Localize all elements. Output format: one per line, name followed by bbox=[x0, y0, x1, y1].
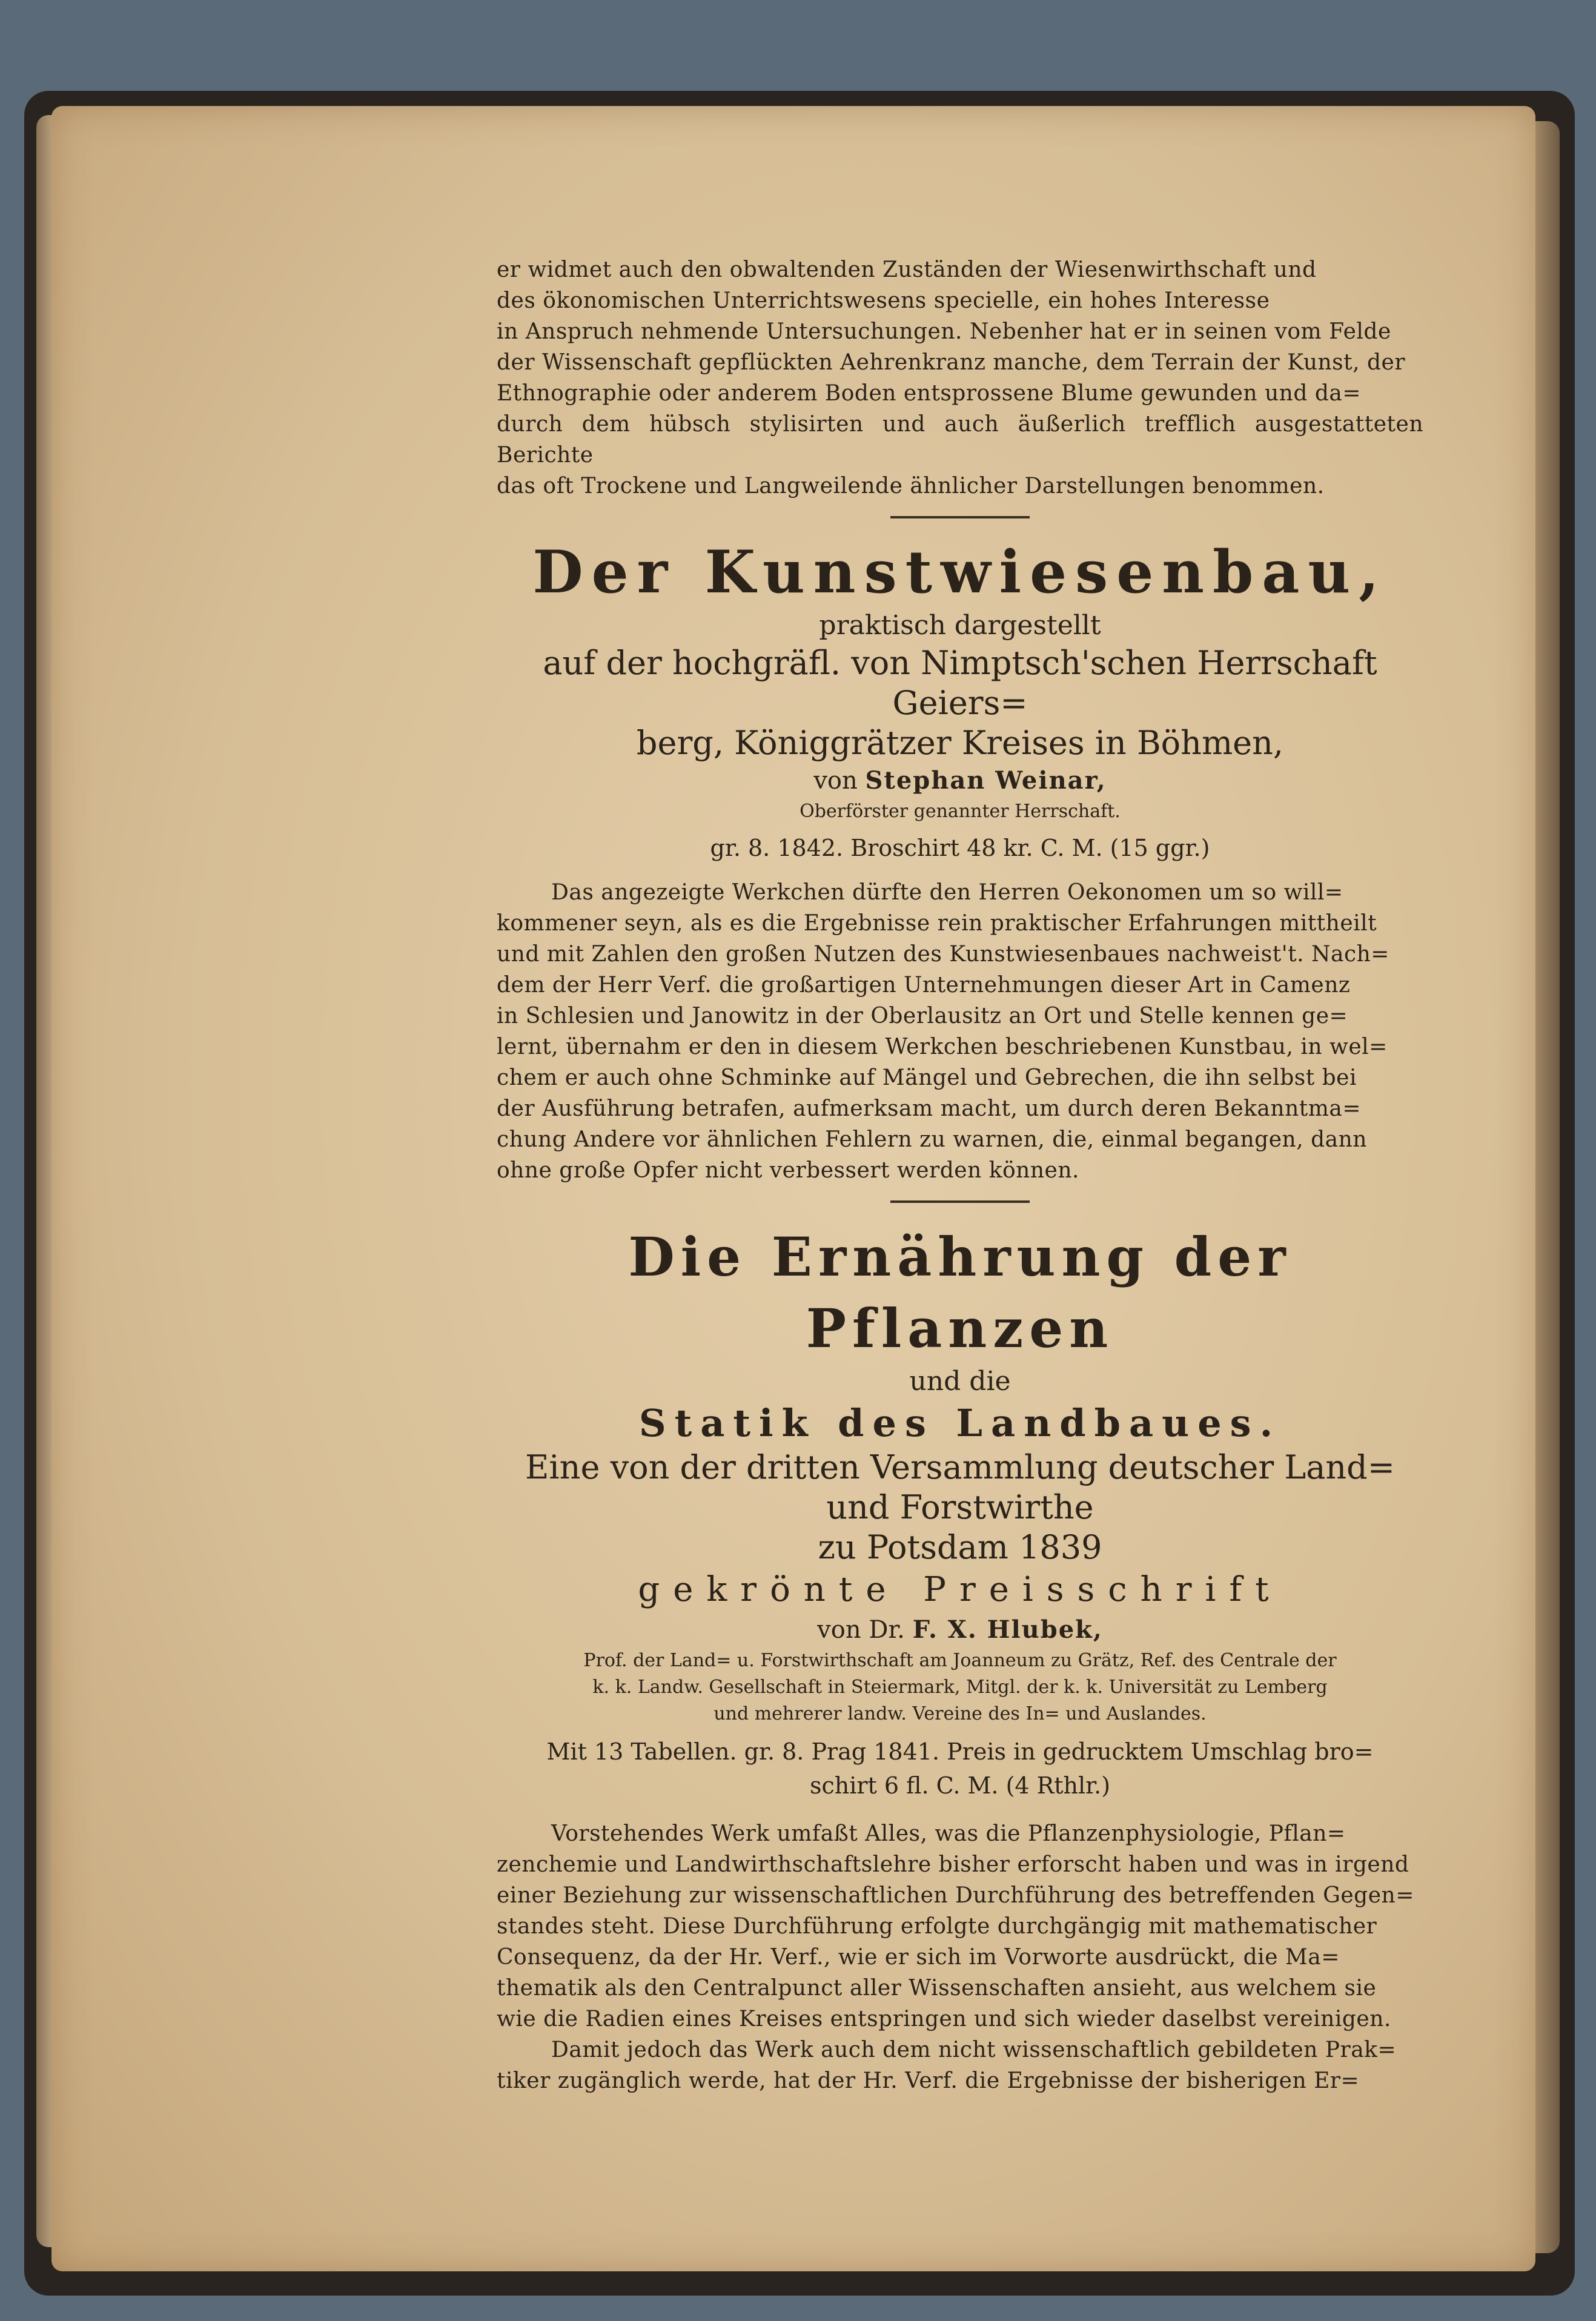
book2-author: F. X. Hlubek, bbox=[912, 1615, 1103, 1644]
book1-desc-line: kommener seyn, als es die Ergebnisse rein praktischer Erfahrungen mittheilt bbox=[497, 911, 1377, 936]
intro-line: er widmet auch den obwaltenden Zuständen der Wiesenwirthschaft und bbox=[497, 257, 1317, 282]
book2-connector: und die bbox=[909, 1366, 1011, 1397]
book2-subtitle-line: Eine von der dritten Versammlung deutscher Land= und Forstwirthe bbox=[525, 1448, 1395, 1526]
intro-line: des ökonomischen Unterrichtswesens specielle, ein hohes Interesse bbox=[497, 288, 1270, 313]
book2-subtitle-line: zu Potsdam 1839 bbox=[818, 1528, 1102, 1566]
book2-desc-line: thematik als den Centralpunct aller Wissenschaften ansieht, aus welchem sie bbox=[497, 1976, 1377, 2001]
book2-author-role-line: k. k. Landw. Gesellschaft in Steiermark, Mitgl. der k. k. Universität zu Lemberg bbox=[592, 1677, 1328, 1698]
book2-desc-line: zenchemie und Landwirthschaftslehre bisher erforscht haben und was in irgend bbox=[497, 1852, 1409, 1877]
book2-author-role-line: und mehrerer landw. Vereine des In= und Auslandes. bbox=[714, 1703, 1207, 1724]
book1-location-line: auf der hochgräfl. von Nimptsch'schen Herrschaft Geiers= bbox=[543, 644, 1377, 722]
intro-paragraph bbox=[497, 254, 1423, 502]
book1-author-line bbox=[497, 763, 1423, 798]
book1-desc-line: chem er auch ohne Schminke auf Mängel und Gebrechen, die ihn selbst bei bbox=[497, 1065, 1357, 1090]
book2-desc-line: Consequenz, da der Hr. Verf., wie er sich im Vorworte ausdrückt, die Ma= bbox=[497, 1945, 1340, 1970]
section-divider bbox=[890, 516, 1030, 518]
book1-desc-line: in Schlesien und Janowitz in der Oberlausitz an Ort und Stelle kennen ge= bbox=[497, 1004, 1348, 1028]
book1-desc-line: Das angezeigte Werkchen dürfte den Herren Oekonomen um so will= bbox=[551, 880, 1343, 905]
book2-price-line: Mit 13 Tabellen. gr. 8. Prag 1841. Preis in gedrucktem Umschlag bro= bbox=[546, 1738, 1374, 1765]
book2-desc-line: standes steht. Diese Durchführung erfolgte durchgängig mit mathematischer bbox=[497, 1914, 1377, 1939]
intro-line: durch dem hübsch stylisirten und auch äußerlich trefflich ausgestatteten Berichte bbox=[497, 412, 1423, 468]
intro-line: das oft Trockene und Langweilende ähnlicher Darstellungen benommen. bbox=[497, 474, 1325, 498]
book2-award: gekrönte Preisschrift bbox=[638, 1570, 1282, 1609]
book2-desc-line: tiker zugänglich werde, hat der Hr. Verf. die Ergebnisse der bisherigen Er= bbox=[497, 2068, 1360, 2093]
book1-desc-line: chung Andere vor ähnlichen Fehlern zu warnen, die, einmal begangen, dann bbox=[497, 1127, 1367, 1152]
book1-description bbox=[497, 877, 1423, 1186]
book1-location-line: berg, Königgrätzer Kreises in Böhmen, bbox=[636, 724, 1284, 762]
book2-price-line: schirt 6 fl. C. M. (4 Rthlr.) bbox=[809, 1772, 1111, 1799]
intro-line: in Anspruch nehmende Untersuchungen. Nebenher hat er in seinen vom Felde bbox=[497, 319, 1391, 344]
book1-desc-line: ohne große Opfer nicht verbessert werden können. bbox=[497, 1158, 1079, 1183]
book1-title: Der Kunstwiesenbau, bbox=[532, 538, 1388, 606]
book1-author-prefix: von bbox=[813, 767, 858, 795]
section-divider bbox=[890, 1200, 1030, 1203]
intro-line: Ethnographie oder anderem Boden entsprossene Blume gewunden und da= bbox=[497, 381, 1362, 406]
book1-price: gr. 8. 1842. Broschirt 48 kr. C. M. (15 ggr.) bbox=[710, 835, 1210, 861]
book2-desc-line: einer Beziehung zur wissenschaftlichen Durchführung des betreffenden Gegen= bbox=[497, 1883, 1414, 1908]
book2-desc-line: Damit jedoch das Werk auch dem nicht wissenschaftlich gebildeten Prak= bbox=[551, 2038, 1397, 2062]
book1-desc-line: lernt, übernahm er den in diesem Werkchen beschriebenen Kunstbau, in wel= bbox=[497, 1035, 1388, 1059]
book1-desc-line: dem der Herr Verf. die großartigen Unternehmungen dieser Art in Camenz bbox=[497, 973, 1351, 998]
book2-entry bbox=[497, 1221, 1423, 2096]
book2-desc-line: wie die Radien eines Kreises entspringen und sich wieder daselbst vereinigen. bbox=[497, 2007, 1391, 2031]
book1-author: Stephan Weinar, bbox=[865, 766, 1107, 795]
book1-subtitle: praktisch dargestellt bbox=[819, 610, 1101, 641]
book2-title2: Statik des Landbaues. bbox=[638, 1401, 1282, 1445]
book2-desc-line: Vorstehendes Werk umfaßt Alles, was die Pflanzenphysiologie, Pflan= bbox=[551, 1821, 1346, 1846]
book2-author-prefix: von Dr. bbox=[817, 1616, 905, 1644]
book1-entry bbox=[497, 537, 1423, 1186]
intro-line: der Wissenschaft gepflückten Aehrenkranz manche, dem Terrain der Kunst, der bbox=[497, 350, 1406, 375]
page-content bbox=[497, 254, 1423, 2096]
book1-desc-line: und mit Zahlen den großen Nutzen des Kunstwiesenbaues nachweist't. Nach= bbox=[497, 942, 1389, 967]
book1-desc-line: der Ausführung betrafen, aufmerksam macht, um durch deren Bekanntma= bbox=[497, 1096, 1361, 1121]
book2-author-line bbox=[497, 1612, 1423, 1647]
book2-description bbox=[497, 1818, 1423, 2096]
book1-author-role: Oberförster genannter Herrschaft. bbox=[800, 801, 1121, 822]
book2-author-role-line: Prof. der Land= u. Forstwirthschaft am Joanneum zu Grätz, Ref. des Centrale der bbox=[583, 1650, 1337, 1671]
book2-title: Die Ernährung der Pflanzen bbox=[628, 1225, 1292, 1360]
